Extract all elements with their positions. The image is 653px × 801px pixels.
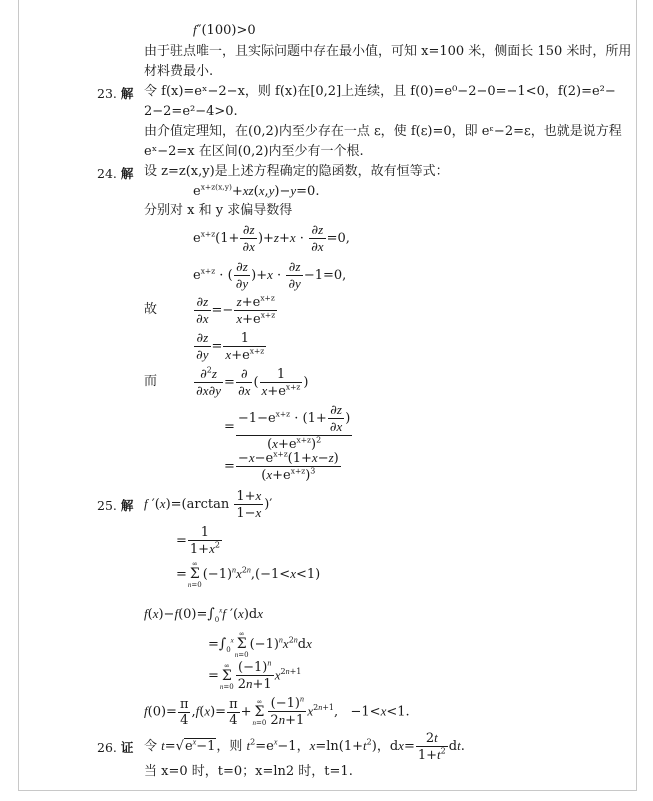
- text-line: 当 x=0 时，t=0；x=ln2 时，t=1.: [144, 764, 353, 779]
- derivative-simplified: = $\frac{1}{1+x^2}$: [176, 525, 220, 557]
- integral-setup: $f(x)-f(0)=\int_0^xf$ ′(x)dx: [144, 606, 264, 624]
- integral-series: $=\int_0^x\infty$ Σ $n=0(-1)^nx^{2n}dx$: [208, 630, 312, 659]
- derivative-arctan: f ′(x)=(arctan $\frac{1+x}{1-x}$ )′: [144, 488, 273, 521]
- text-line: 令 f(x)=eˣ−2−x，则 f(x)在[0,2]上连续，且 f(0)=e⁰−2−0=−1<0，f(2)=e²−: [144, 84, 616, 99]
- identity-equation: $e^{x+z(x,y)}+xz(x,y)-y=0$.: [193, 182, 320, 199]
- integrated-series: =∞ Σ n=0 $\frac{(-1)^n}{2n+1}$ $x^{2n+1}$: [208, 658, 302, 692]
- text-line: eˣ−2=x 在区间(0,2)内至少有一个根.: [144, 144, 364, 159]
- substitution: 令 $t=√e^x-1$，则 $t^2=e^x-1$，$x=\ln(1+t^2)$，dx= $\frac{2t}{1+t^2}$ dt.: [144, 730, 465, 763]
- page-frame: [18, 0, 637, 791]
- text-line: 材料费最小.: [144, 64, 214, 79]
- dz-dx-result: $\frac{\partial z}{\partial x}$ =− $\frac{z+e^{x+z}}{x+e^{x+z}}$: [196, 293, 276, 327]
- problem-number: 25. 解: [97, 498, 134, 513]
- dz-dy-result: $\frac{\partial z}{\partial y}$ = $\frac{1}{x+e^{x+z}}$: [196, 330, 265, 363]
- text-line: 分别对 x 和 y 求偏导数得: [144, 203, 293, 218]
- problem-number: 26. 证: [97, 740, 134, 755]
- problem-number: 24. 解: [97, 166, 134, 181]
- mixed-partial-step1: = $-1-e^{x+z} \cdot (1+$ $\frac{\partial z}{\partial x}$ ) $(x+e^{x+z})^2$: [224, 402, 351, 452]
- power-series: =∞ Σ $n=0(-1)^nx^{2n},(-1<x<1)$: [176, 560, 321, 589]
- partial-x-equation: $e^{x+z}(1+$ $\frac{\partial z}{\partial x}$ )+z+x · $\frac{\partial z}{\partial x}$ =0,: [193, 222, 350, 255]
- mixed-partial-step2: = $\frac{-x-e^{x+z}(1+x-z)}{(x+e^{x+z})^3}$: [224, 449, 339, 483]
- mixed-partial: $\frac{\partial^2z}{\partial x\partial y}$ = $\frac{\partial}{\partial x}$ ( $\frac{1}{x+e^{x+z}}$ ): [196, 365, 309, 399]
- text-line: 而: [144, 374, 158, 389]
- final-expansion: f(0)= $\frac{\pi}{4}$ ,f(x)= $\frac{\pi}{4}$ +∞ Σ n=0 $\frac{(-1)^n}{2n+1}$ $x^{2n+1}$, −1<x<1.: [144, 694, 410, 728]
- problem-number: 23. 解: [97, 86, 134, 101]
- text-line: 由介值定理知，在(0,2)内至少存在一点 ε，使 f(ε)=0，即 eᵋ−2=ε，也就是说方程: [144, 124, 622, 139]
- text-line: 2−2=e²−4>0.: [144, 104, 238, 119]
- text-line: 设 z=z(x,y)是上述方程确定的隐函数，故有恒等式：: [144, 164, 449, 179]
- text-line: 由于驻点唯一，且实际问题中存在最小值，可知 x=100 米，侧面长 150 米时，所用: [144, 44, 632, 59]
- text-line: 故: [144, 302, 158, 317]
- partial-y-equation: $e^{x+z}$ · ( $\frac{\partial z}{\partial y}$ )+x · $\frac{\partial z}{\partial y}$ −1=0,: [193, 259, 347, 292]
- f-second-derivative: f″(100)>0: [193, 22, 256, 38]
